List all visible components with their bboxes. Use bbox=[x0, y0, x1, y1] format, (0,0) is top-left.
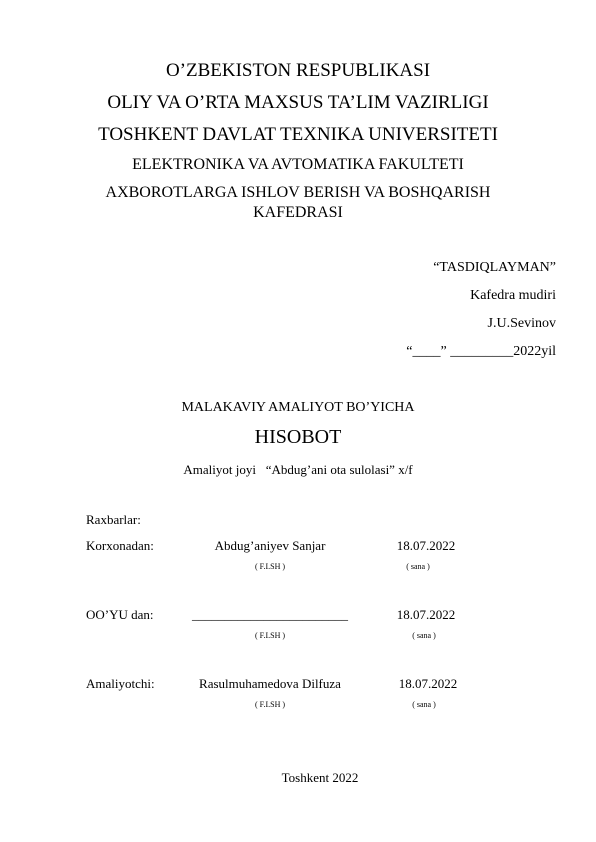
practice-place-label: Amaliyot joyi bbox=[183, 462, 256, 477]
approval-date-line: “____” _________2022yil bbox=[406, 344, 556, 359]
signature-date: 18.07.2022 bbox=[396, 607, 456, 622]
approval-name: J.U.Sevinov bbox=[487, 316, 556, 331]
approval-heading: “TASDIQLAYMAN” bbox=[433, 260, 556, 275]
date-caption: ( sana ) bbox=[412, 631, 436, 640]
name-caption: ( F.I.SH ) bbox=[254, 700, 286, 709]
approval-position: Kafedra mudiri bbox=[470, 288, 556, 303]
report-subtitle: MALAKAVIY AMALIYOT BO’YICHA bbox=[181, 400, 415, 415]
university-heading: TOSHKENT DAVLAT TEXNIKA UNIVERSITETI bbox=[98, 124, 498, 145]
signature-name: Abdug’aniyev Sanjar bbox=[214, 538, 326, 553]
report-title: HISOBOT bbox=[254, 426, 342, 448]
practice-place-value: “Abdug’ani ota sulolasi” x/f bbox=[265, 462, 413, 477]
name-caption: ( F.I.SH ) bbox=[254, 562, 286, 571]
ministry-heading: OLIY VA O’RTA MAXSUS TA’LIM VAZIRLIGI bbox=[107, 92, 489, 113]
date-caption: ( sana ) bbox=[406, 562, 430, 571]
signature-role: Amaliyotchi: bbox=[86, 676, 155, 691]
signature-date: 18.07.2022 bbox=[396, 538, 456, 553]
practice-place bbox=[0, 462, 596, 478]
signature-role: Korxonadan: bbox=[86, 538, 154, 553]
name-caption: ( F.I.SH ) bbox=[254, 631, 286, 640]
signature-name: Rasulmuhamedova Dilfuza bbox=[199, 676, 341, 691]
department-heading-line1: AXBOROTLARGA ISHLOV BERISH VA BOSHQARISH bbox=[105, 184, 491, 201]
republic-heading: O’ZBEKISTON RESPUBLIKASI bbox=[165, 60, 431, 81]
signature-role: OO’YU dan: bbox=[86, 607, 154, 622]
department-heading-line2: KAFEDRASI bbox=[253, 204, 343, 221]
date-caption: ( sana ) bbox=[412, 700, 436, 709]
supervisors-heading: Raxbarlar: bbox=[86, 512, 141, 527]
faculty-heading: ELEKTRONIKA VA AVTOMATIKA FAKULTETI bbox=[132, 156, 464, 173]
signature-date: 18.07.2022 bbox=[398, 676, 458, 691]
footer-city-year: Toshkent 2022 bbox=[281, 770, 359, 785]
signature-name: ________________________ bbox=[192, 607, 348, 622]
